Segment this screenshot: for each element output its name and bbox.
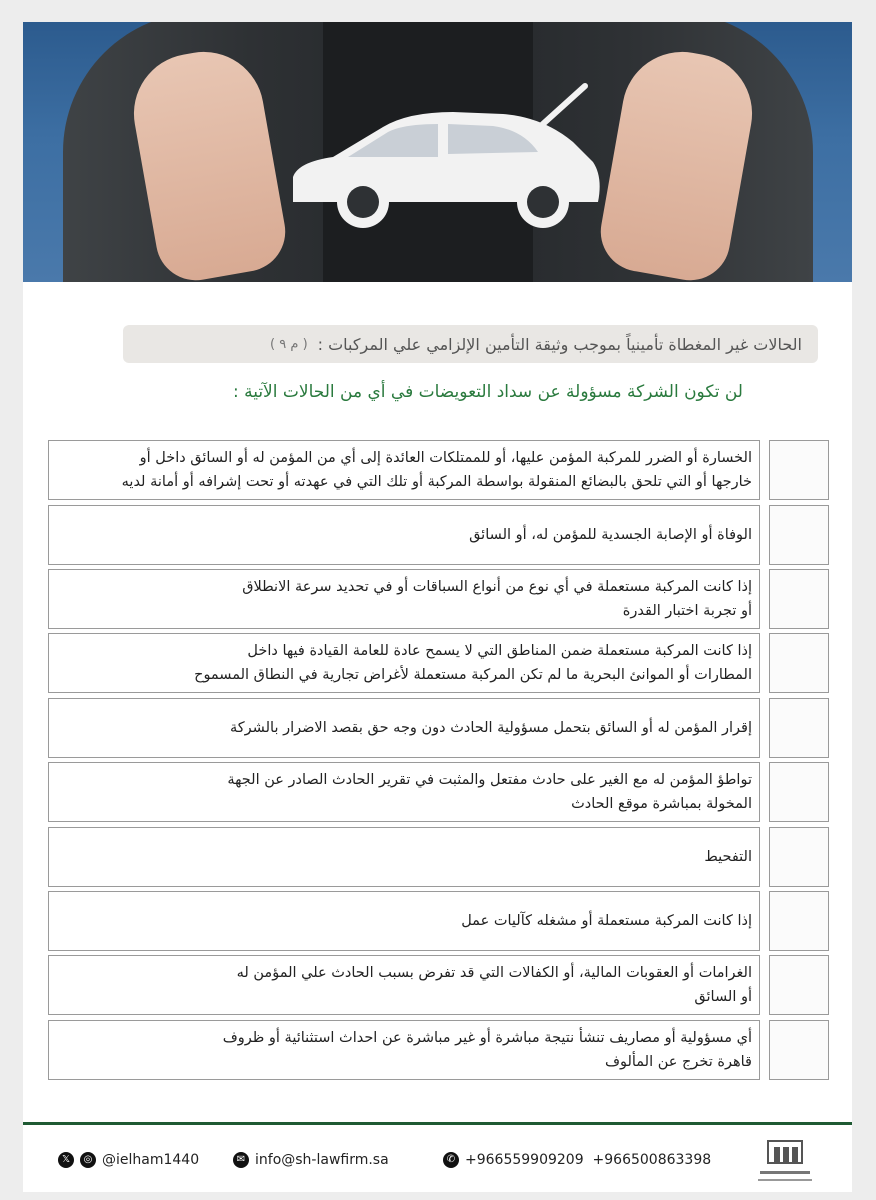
exclusion-line: المطارات أو الموانئ البحرية ما لم تكن المركبة مستعملة لأغراض تجارية في النطاق المسموح xyxy=(194,667,752,683)
checkbox-cell[interactable] xyxy=(769,698,829,758)
firm-logo xyxy=(756,1137,814,1187)
exclusion-line: إذا كانت المركبة مستعملة في أي نوع من أنواع السباقات أو في تحديد سرعة الانطلاق xyxy=(242,579,752,595)
footer xyxy=(23,1134,852,1189)
exclusion-line: تواطؤ المؤمن له مع الغير على حادث مفتعل والمثبت في تقرير الحادث الصادر عن الجهة xyxy=(227,772,752,788)
social-handle[interactable] xyxy=(58,1152,199,1168)
exclusion-row xyxy=(48,440,828,500)
exclusion-row xyxy=(48,955,828,1015)
phone-text: +966559909209 +966500863398 xyxy=(465,1152,712,1168)
exclusion-text xyxy=(48,505,760,565)
exclusion-line: إذا كانت المركبة مستعملة ضمن المناطق التي لا يسمح عادة للعامة القيادة فيها داخل xyxy=(247,643,752,659)
exclusion-line: إقرار المؤمن له أو السائق بتحمل مسؤولية الحادث دون وجه حق بقصد الاضرار بالشركة xyxy=(230,720,752,736)
lead-text: لن تكون الشركة مسؤولة عن سداد التعويضات في أي من الحالات الآتية : xyxy=(232,382,743,402)
exclusion-line: خارجها أو التي تلحق بالبضائع المنقولة بواسطة المركبة أو تلك التي في عهدته أو تحت إشرافه أو أمانة لديه xyxy=(121,474,752,490)
checkbox-cell[interactable] xyxy=(769,633,829,693)
social-text: @ielham1440 xyxy=(102,1152,200,1168)
exclusion-line: إذا كانت المركبة مستعملة أو مشغله كآليات عمل xyxy=(461,913,752,929)
section-heading xyxy=(123,325,818,363)
exclusion-row xyxy=(48,762,828,822)
exclusion-row xyxy=(48,569,828,629)
exclusion-text xyxy=(48,762,760,822)
exclusion-line: أو السائق xyxy=(694,989,752,1005)
document-page xyxy=(23,22,852,1192)
email-text: info@sh-lawfirm.sa xyxy=(255,1152,389,1168)
exclusion-row xyxy=(48,505,828,565)
x-logo-icon: 𝕏 xyxy=(58,1152,74,1168)
exclusion-line: الوفاة أو الإصابة الجسدية للمؤمن له، أو السائق xyxy=(469,527,752,543)
exclusion-line: قاهرة تخرج عن المألوف xyxy=(604,1054,752,1070)
phone-contact[interactable] xyxy=(443,1152,711,1168)
exclusion-line: التفحيط xyxy=(704,849,752,865)
exclusion-line: المخولة بمباشرة موقع الحادث xyxy=(571,796,752,812)
whatsapp-icon: ✆ xyxy=(443,1152,459,1168)
exclusion-row xyxy=(48,827,828,887)
exclusion-text xyxy=(48,1020,760,1080)
heading-code: ( م ٩ ) xyxy=(270,336,308,352)
exclusion-row xyxy=(48,1020,828,1080)
exclusion-line: الخسارة أو الضرر للمركبة المؤمن عليها، أو للممتلكات العائدة إلى أي من المؤمن له أو السائق داخل أو xyxy=(139,450,752,466)
hero-image xyxy=(23,22,852,282)
exclusion-row xyxy=(48,633,828,693)
exclusion-row xyxy=(48,698,828,758)
exclusion-text xyxy=(48,698,760,758)
exclusion-text xyxy=(48,827,760,887)
footer-divider xyxy=(23,1122,852,1125)
instagram-icon: ◎ xyxy=(80,1152,96,1168)
checkbox-cell[interactable] xyxy=(769,762,829,822)
checkbox-cell[interactable] xyxy=(769,1020,829,1080)
exclusion-text xyxy=(48,633,760,693)
exclusion-text xyxy=(48,955,760,1015)
checkbox-cell[interactable] xyxy=(769,505,829,565)
email-icon: ✉ xyxy=(233,1152,249,1168)
exclusion-line: أو تجربة اختبار القدرة xyxy=(622,603,752,619)
heading-title: الحالات غير المغطاة تأمينياً بموجب وثيقة التأمين الإلزامي علي المركبات : xyxy=(317,334,802,354)
checkbox-cell[interactable] xyxy=(769,440,829,500)
exclusion-text xyxy=(48,891,760,951)
checkbox-cell[interactable] xyxy=(769,955,829,1015)
email-contact[interactable] xyxy=(233,1152,389,1168)
exclusion-line: أي مسؤولية أو مصاريف تنشأ نتيجة مباشرة أو غير مباشرة عن احداث استثنائية أو ظروف xyxy=(222,1030,752,1046)
checkbox-cell[interactable] xyxy=(769,569,829,629)
exclusion-line: الغرامات أو العقوبات المالية، أو الكفالات التي قد تفرض بسبب الحادث علي المؤمن له xyxy=(236,965,752,981)
checkbox-cell[interactable] xyxy=(769,827,829,887)
checkbox-cell[interactable] xyxy=(769,891,829,951)
exclusion-text xyxy=(48,569,760,629)
exclusion-row xyxy=(48,891,828,951)
car-icon xyxy=(273,82,613,242)
exclusion-text xyxy=(48,440,760,500)
